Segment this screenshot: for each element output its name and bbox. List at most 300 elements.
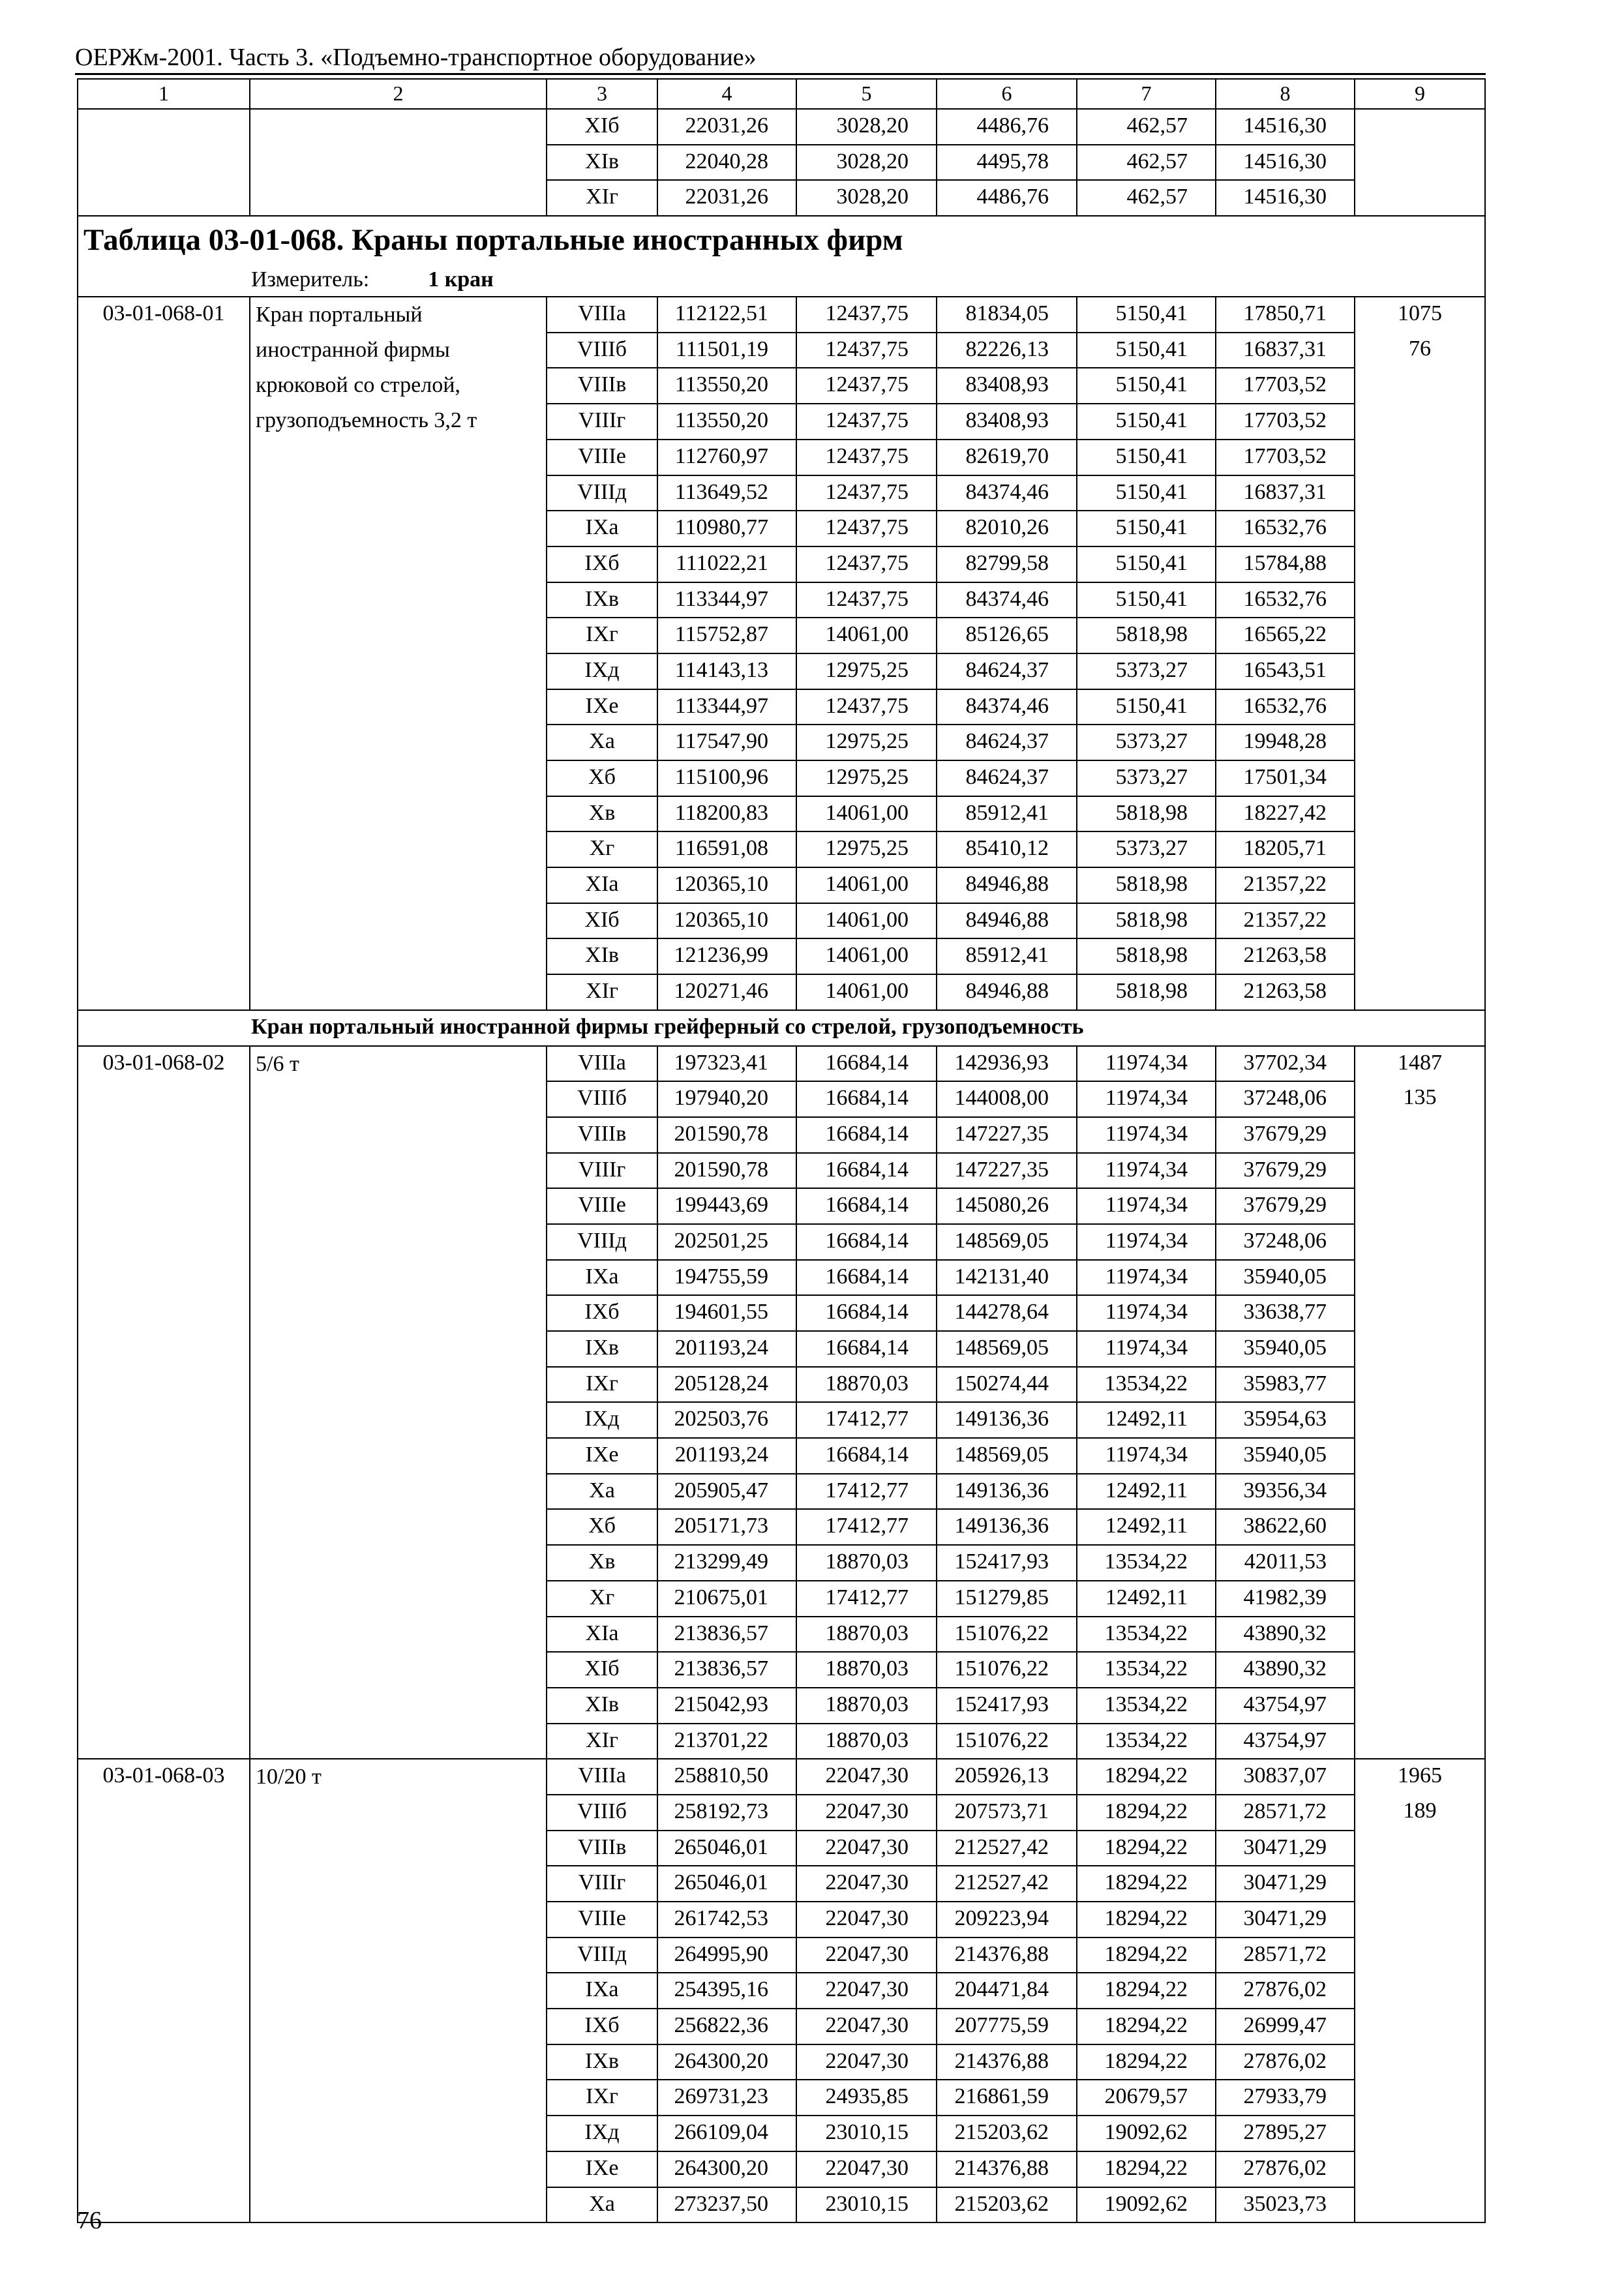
value-cell: 82799,58 <box>937 546 1077 582</box>
item-name: 5/6 т <box>250 1046 547 1759</box>
value-cell: 16837,31 <box>1216 333 1355 368</box>
value-cell: 14061,00 <box>796 903 937 939</box>
value-cell: 5150,41 <box>1077 582 1216 618</box>
value-cell: 22031,26 <box>657 109 796 145</box>
value-cell: 258810,50 <box>657 1759 796 1795</box>
value-cell: 144008,00 <box>937 1081 1077 1117</box>
value-cell: 27895,27 <box>1216 2116 1355 2151</box>
value-cell: 5150,41 <box>1077 440 1216 475</box>
value-cell: 151279,85 <box>937 1581 1077 1617</box>
value-cell: 22047,30 <box>796 1795 937 1831</box>
value-cell: 12437,75 <box>796 368 937 404</box>
region-cell: VIIIв <box>547 1831 657 1866</box>
value-cell: 113344,97 <box>657 689 796 725</box>
value-cell: 82619,70 <box>937 440 1077 475</box>
value-cell: 12975,25 <box>796 831 937 867</box>
value-cell: 28571,72 <box>1216 1937 1355 1973</box>
value-cell: 17703,52 <box>1216 404 1355 440</box>
col9-cell <box>1355 1831 1485 1866</box>
value-cell: 12975,25 <box>796 653 937 689</box>
col9-cell <box>1355 974 1485 1010</box>
value-cell: 199443,69 <box>657 1188 796 1224</box>
value-cell: 256822,36 <box>657 2009 796 2044</box>
column-number: 7 <box>1077 79 1216 109</box>
value-cell: 16684,14 <box>796 1117 937 1153</box>
col9-cell <box>1355 1153 1485 1189</box>
value-cell: 201193,24 <box>657 1331 796 1367</box>
value-cell: 19092,62 <box>1077 2187 1216 2223</box>
region-cell: Xа <box>547 2187 657 2223</box>
value-cell: 18294,22 <box>1077 2009 1216 2044</box>
region-cell: VIIIа <box>547 1046 657 1082</box>
col9-cell <box>1355 582 1485 618</box>
region-cell: VIIIб <box>547 1081 657 1117</box>
region-cell: IXд <box>547 2116 657 2151</box>
value-cell: 114143,13 <box>657 653 796 689</box>
value-cell: 205171,73 <box>657 1509 796 1545</box>
value-cell: 149136,36 <box>937 1402 1077 1438</box>
column-number: 1 <box>78 79 250 109</box>
value-cell: 201193,24 <box>657 1438 796 1474</box>
col9-cell: 76 <box>1355 333 1485 368</box>
value-cell: 85912,41 <box>937 938 1077 974</box>
value-cell: 16565,22 <box>1216 618 1355 653</box>
col9-cell <box>1355 1188 1485 1224</box>
region-cell: XIб <box>547 109 657 145</box>
value-cell: 84624,37 <box>937 760 1077 796</box>
region-cell: VIIIе <box>547 1188 657 1224</box>
value-cell: 18294,22 <box>1077 2044 1216 2080</box>
region-cell: XIв <box>547 1688 657 1724</box>
value-cell: 150274,44 <box>937 1367 1077 1403</box>
region-cell: IXв <box>547 1331 657 1367</box>
value-cell: 19948,28 <box>1216 725 1355 760</box>
col9-cell <box>1355 1652 1485 1688</box>
value-cell: 17412,77 <box>796 1581 937 1617</box>
name-cell <box>250 109 547 145</box>
meter <box>78 263 1484 296</box>
value-cell: 12492,11 <box>1077 1474 1216 1510</box>
col9-cell <box>1355 2044 1485 2080</box>
value-cell: 16684,14 <box>796 1438 937 1474</box>
value-cell: 117547,90 <box>657 725 796 760</box>
value-cell: 12975,25 <box>796 760 937 796</box>
value-cell: 84946,88 <box>937 867 1077 903</box>
value-cell: 18294,22 <box>1077 1795 1216 1831</box>
value-cell: 18870,03 <box>796 1688 937 1724</box>
value-cell: 13534,22 <box>1077 1652 1216 1688</box>
col9-cell <box>1355 1545 1485 1581</box>
col9-cell <box>1355 1438 1485 1474</box>
value-cell: 16532,76 <box>1216 689 1355 725</box>
value-cell: 258192,73 <box>657 1795 796 1831</box>
region-cell: Xв <box>547 1545 657 1581</box>
value-cell: 214376,88 <box>937 2044 1077 2080</box>
item-code: 03-01-068-02 <box>78 1046 250 1759</box>
value-cell: 213836,57 <box>657 1652 796 1688</box>
value-cell: 27933,79 <box>1216 2080 1355 2116</box>
value-cell: 16684,14 <box>796 1331 937 1367</box>
col9-cell <box>1355 867 1485 903</box>
column-number: 2 <box>250 79 547 109</box>
value-cell: 205905,47 <box>657 1474 796 1510</box>
value-cell: 12437,75 <box>796 582 937 618</box>
value-cell: 21263,58 <box>1216 974 1355 1010</box>
value-cell: 16684,14 <box>796 1260 937 1296</box>
value-cell: 83408,93 <box>937 368 1077 404</box>
value-cell: 207573,71 <box>937 1795 1077 1831</box>
region-cell: Xа <box>547 725 657 760</box>
value-cell: 27876,02 <box>1216 2044 1355 2080</box>
value-cell: 43890,32 <box>1216 1652 1355 1688</box>
value-cell: 111022,21 <box>657 546 796 582</box>
value-cell: 120365,10 <box>657 867 796 903</box>
value-cell: 205926,13 <box>937 1759 1077 1795</box>
region-cell: Xг <box>547 1581 657 1617</box>
table-title-row <box>78 216 1485 263</box>
value-cell: 197940,20 <box>657 1081 796 1117</box>
value-cell: 37679,29 <box>1216 1153 1355 1189</box>
value-cell: 22047,30 <box>796 2009 937 2044</box>
value-cell: 42011,53 <box>1216 1545 1355 1581</box>
region-cell: IXе <box>547 689 657 725</box>
value-cell: 16684,14 <box>796 1295 937 1331</box>
rates-table <box>77 78 1486 2223</box>
value-cell: 120365,10 <box>657 903 796 939</box>
value-cell: 266109,04 <box>657 2116 796 2151</box>
region-cell: XIб <box>547 1652 657 1688</box>
value-cell: 35940,05 <box>1216 1331 1355 1367</box>
value-cell: 5150,41 <box>1077 368 1216 404</box>
value-cell: 22047,30 <box>796 1831 937 1866</box>
col9-cell <box>1355 1973 1485 2009</box>
col9-cell <box>1355 1367 1485 1403</box>
value-cell: 17703,52 <box>1216 440 1355 475</box>
value-cell: 5818,98 <box>1077 867 1216 903</box>
value-cell: 142131,40 <box>937 1260 1077 1296</box>
col9-cell <box>1355 1117 1485 1153</box>
value-cell: 210675,01 <box>657 1581 796 1617</box>
value-cell: 13534,22 <box>1077 1367 1216 1403</box>
value-cell: 12437,75 <box>796 297 937 333</box>
region-cell: IXа <box>547 1973 657 2009</box>
value-cell: 209223,94 <box>937 1902 1077 1937</box>
value-cell: 18870,03 <box>796 1617 937 1653</box>
region-cell: XIа <box>547 867 657 903</box>
value-cell: 112760,97 <box>657 440 796 475</box>
value-cell: 462,57 <box>1077 180 1216 216</box>
value-cell: 462,57 <box>1077 109 1216 145</box>
region-cell: IXб <box>547 2009 657 2044</box>
value-cell: 18870,03 <box>796 1652 937 1688</box>
value-cell: 20679,57 <box>1077 2080 1216 2116</box>
col9-cell <box>1355 1581 1485 1617</box>
value-cell: 18294,22 <box>1077 1866 1216 1902</box>
value-cell: 13534,22 <box>1077 1724 1216 1759</box>
value-cell: 116591,08 <box>657 831 796 867</box>
col9-cell <box>1355 2009 1485 2044</box>
col9-cell: 1487 <box>1355 1046 1485 1082</box>
column-number: 4 <box>657 79 796 109</box>
col9-cell <box>1355 1724 1485 1759</box>
value-cell: 17850,71 <box>1216 297 1355 333</box>
value-cell: 5373,27 <box>1077 653 1216 689</box>
value-cell: 462,57 <box>1077 145 1216 181</box>
region-cell: VIIIа <box>547 1759 657 1795</box>
table-title: Таблица 03-01-068. Краны портальные иностранных фирм <box>83 223 903 258</box>
region-cell: VIIIг <box>547 404 657 440</box>
value-cell: 5818,98 <box>1077 796 1216 832</box>
value-cell: 112122,51 <box>657 297 796 333</box>
region-cell: IXа <box>547 1260 657 1296</box>
value-cell: 22047,30 <box>796 1937 937 1973</box>
value-cell: 82226,13 <box>937 333 1077 368</box>
value-cell: 18870,03 <box>796 1724 937 1759</box>
meter-label: Измеритель: <box>251 267 370 292</box>
value-cell: 13534,22 <box>1077 1545 1216 1581</box>
value-cell: 5818,98 <box>1077 974 1216 1010</box>
value-cell: 16684,14 <box>796 1046 937 1082</box>
value-cell: 142936,93 <box>937 1046 1077 1082</box>
value-cell: 148569,05 <box>937 1224 1077 1260</box>
col9-cell <box>1355 1474 1485 1510</box>
value-cell: 197323,41 <box>657 1046 796 1082</box>
value-cell: 17412,77 <box>796 1509 937 1545</box>
region-cell: VIIIг <box>547 1866 657 1902</box>
value-cell: 264300,20 <box>657 2044 796 2080</box>
col9-cell <box>1355 511 1485 546</box>
col9-cell <box>1355 725 1485 760</box>
value-cell: 84374,46 <box>937 689 1077 725</box>
value-cell: 83408,93 <box>937 404 1077 440</box>
value-cell: 23010,15 <box>796 2116 937 2151</box>
column-number-row <box>78 79 1485 109</box>
value-cell: 28571,72 <box>1216 1795 1355 1831</box>
value-cell: 14516,30 <box>1216 145 1355 181</box>
value-cell: 148569,05 <box>937 1331 1077 1367</box>
value-cell: 18205,71 <box>1216 831 1355 867</box>
value-cell: 22047,30 <box>796 2044 937 2080</box>
region-cell: IXе <box>547 1438 657 1474</box>
group-title: Кран портальный иностранной фирмы грейферный со стрелой, грузоподъемность <box>251 1014 1084 1039</box>
value-cell: 12437,75 <box>796 404 937 440</box>
value-cell: 14061,00 <box>796 974 937 1010</box>
region-cell: IXв <box>547 2044 657 2080</box>
meter-row <box>78 263 1485 297</box>
col9-cell: 1965 <box>1355 1759 1485 1795</box>
value-cell: 21263,58 <box>1216 938 1355 974</box>
col9-cell <box>1355 404 1485 440</box>
value-cell: 5150,41 <box>1077 475 1216 511</box>
col9-cell <box>1355 2080 1485 2116</box>
value-cell: 27876,02 <box>1216 1973 1355 2009</box>
value-cell: 201590,78 <box>657 1117 796 1153</box>
value-cell: 41982,39 <box>1216 1581 1355 1617</box>
value-cell: 212527,42 <box>937 1831 1077 1866</box>
table-row <box>78 180 1485 216</box>
value-cell: 15784,88 <box>1216 546 1355 582</box>
col9-cell <box>1355 653 1485 689</box>
value-cell: 84624,37 <box>937 725 1077 760</box>
value-cell: 121236,99 <box>657 938 796 974</box>
region-cell: XIв <box>547 145 657 181</box>
col9-cell <box>1355 1224 1485 1260</box>
value-cell: 5150,41 <box>1077 546 1216 582</box>
value-cell: 3028,20 <box>796 109 937 145</box>
region-cell: XIг <box>547 180 657 216</box>
value-cell: 17412,77 <box>796 1474 937 1510</box>
table-row <box>78 297 1485 333</box>
col9-cell <box>1355 760 1485 796</box>
value-cell: 149136,36 <box>937 1509 1077 1545</box>
value-cell: 216861,59 <box>937 2080 1077 2116</box>
value-cell: 147227,35 <box>937 1117 1077 1153</box>
value-cell: 37248,06 <box>1216 1224 1355 1260</box>
col9-cell <box>1355 1402 1485 1438</box>
value-cell: 4495,78 <box>937 145 1077 181</box>
value-cell: 11974,34 <box>1077 1295 1216 1331</box>
value-cell: 13534,22 <box>1077 1617 1216 1653</box>
value-cell: 17501,34 <box>1216 760 1355 796</box>
region-cell: VIIIе <box>547 440 657 475</box>
value-cell: 212527,42 <box>937 1866 1077 1902</box>
value-cell: 14061,00 <box>796 867 937 903</box>
value-cell: 5818,98 <box>1077 903 1216 939</box>
col9-cell <box>1355 903 1485 939</box>
col9-cell <box>1355 2187 1485 2223</box>
value-cell: 22047,30 <box>796 2151 937 2187</box>
region-cell: XIв <box>547 938 657 974</box>
table-title-cell <box>78 216 1485 263</box>
value-cell: 24935,85 <box>796 2080 937 2116</box>
region-cell: Xб <box>547 1509 657 1545</box>
value-cell: 11974,34 <box>1077 1331 1216 1367</box>
value-cell: 151076,22 <box>937 1617 1077 1653</box>
value-cell: 265046,01 <box>657 1866 796 1902</box>
col9-cell <box>1355 618 1485 653</box>
region-cell: Xв <box>547 796 657 832</box>
col9-cell: 135 <box>1355 1081 1485 1117</box>
region-cell: IXб <box>547 1295 657 1331</box>
table-row <box>78 109 1485 145</box>
value-cell: 264300,20 <box>657 2151 796 2187</box>
value-cell: 35954,63 <box>1216 1402 1355 1438</box>
value-cell: 37248,06 <box>1216 1081 1355 1117</box>
meter-cell <box>78 263 1485 297</box>
value-cell: 12437,75 <box>796 475 937 511</box>
value-cell: 12492,11 <box>1077 1402 1216 1438</box>
value-cell: 12492,11 <box>1077 1509 1216 1545</box>
value-cell: 213299,49 <box>657 1545 796 1581</box>
value-cell: 18294,22 <box>1077 1973 1216 2009</box>
value-cell: 12437,75 <box>796 440 937 475</box>
value-cell: 12437,75 <box>796 511 937 546</box>
code-cell <box>78 180 250 216</box>
region-cell: VIIIв <box>547 1117 657 1153</box>
value-cell: 11974,34 <box>1077 1438 1216 1474</box>
value-cell: 30837,07 <box>1216 1759 1355 1795</box>
value-cell: 22040,28 <box>657 145 796 181</box>
region-cell: VIIIд <box>547 1224 657 1260</box>
value-cell: 4486,76 <box>937 180 1077 216</box>
region-cell: IXд <box>547 1402 657 1438</box>
item-name: Кран портальный иностранной фирмы крюковой со стрелой, грузоподъемность 3,2 т <box>250 297 547 1010</box>
value-cell: 5373,27 <box>1077 760 1216 796</box>
meter-unit: 1 кран <box>428 267 494 292</box>
item-code: 03-01-068-03 <box>78 1759 250 2222</box>
col9-cell <box>1355 1937 1485 1973</box>
value-cell: 38622,60 <box>1216 1509 1355 1545</box>
value-cell: 14516,30 <box>1216 180 1355 216</box>
value-cell: 213836,57 <box>657 1617 796 1653</box>
col9-cell <box>1355 1331 1485 1367</box>
value-cell: 5818,98 <box>1077 618 1216 653</box>
value-cell: 14516,30 <box>1216 109 1355 145</box>
value-cell: 81834,05 <box>937 297 1077 333</box>
value-cell: 16684,14 <box>796 1188 937 1224</box>
value-cell: 43754,97 <box>1216 1724 1355 1759</box>
value-cell: 149136,36 <box>937 1474 1077 1510</box>
col9-cell <box>1355 1509 1485 1545</box>
column-number: 3 <box>547 79 657 109</box>
region-cell: VIIIд <box>547 1937 657 1973</box>
value-cell: 85126,65 <box>937 618 1077 653</box>
region-cell: Xб <box>547 760 657 796</box>
value-cell: 84374,46 <box>937 475 1077 511</box>
table-row <box>78 1046 1485 1082</box>
value-cell: 12437,75 <box>796 546 937 582</box>
region-cell: IXб <box>547 546 657 582</box>
region-cell: IXе <box>547 2151 657 2187</box>
value-cell: 18294,22 <box>1077 1902 1216 1937</box>
region-cell: XIг <box>547 974 657 1010</box>
value-cell: 30471,29 <box>1216 1902 1355 1937</box>
value-cell: 5150,41 <box>1077 689 1216 725</box>
value-cell: 113550,20 <box>657 404 796 440</box>
value-cell: 120271,46 <box>657 974 796 1010</box>
value-cell: 205128,24 <box>657 1367 796 1403</box>
value-cell: 37679,29 <box>1216 1188 1355 1224</box>
column-number: 5 <box>796 79 937 109</box>
value-cell: 5150,41 <box>1077 333 1216 368</box>
value-cell: 11974,34 <box>1077 1081 1216 1117</box>
value-cell: 43754,97 <box>1216 1688 1355 1724</box>
value-cell: 254395,16 <box>657 1973 796 2009</box>
value-cell: 202501,25 <box>657 1224 796 1260</box>
value-cell: 22047,30 <box>796 1866 937 1902</box>
region-cell: IXг <box>547 618 657 653</box>
value-cell: 18870,03 <box>796 1545 937 1581</box>
column-number: 8 <box>1216 79 1355 109</box>
value-cell: 39356,34 <box>1216 1474 1355 1510</box>
name-cell <box>250 180 547 216</box>
value-cell: 85912,41 <box>937 796 1077 832</box>
value-cell: 16684,14 <box>796 1081 937 1117</box>
value-cell: 16532,76 <box>1216 511 1355 546</box>
col9-cell <box>1355 2151 1485 2187</box>
value-cell: 214376,88 <box>937 1937 1077 1973</box>
value-cell: 204471,84 <box>937 1973 1077 2009</box>
value-cell: 5373,27 <box>1077 831 1216 867</box>
value-cell: 261742,53 <box>657 1902 796 1937</box>
value-cell: 26999,47 <box>1216 2009 1355 2044</box>
value-cell: 84374,46 <box>937 582 1077 618</box>
value-cell: 215203,62 <box>937 2187 1077 2223</box>
value-cell: 18294,22 <box>1077 1831 1216 1866</box>
value-cell: 84624,37 <box>937 653 1077 689</box>
value-cell: 11974,34 <box>1077 1188 1216 1224</box>
value-cell: 30471,29 <box>1216 1831 1355 1866</box>
